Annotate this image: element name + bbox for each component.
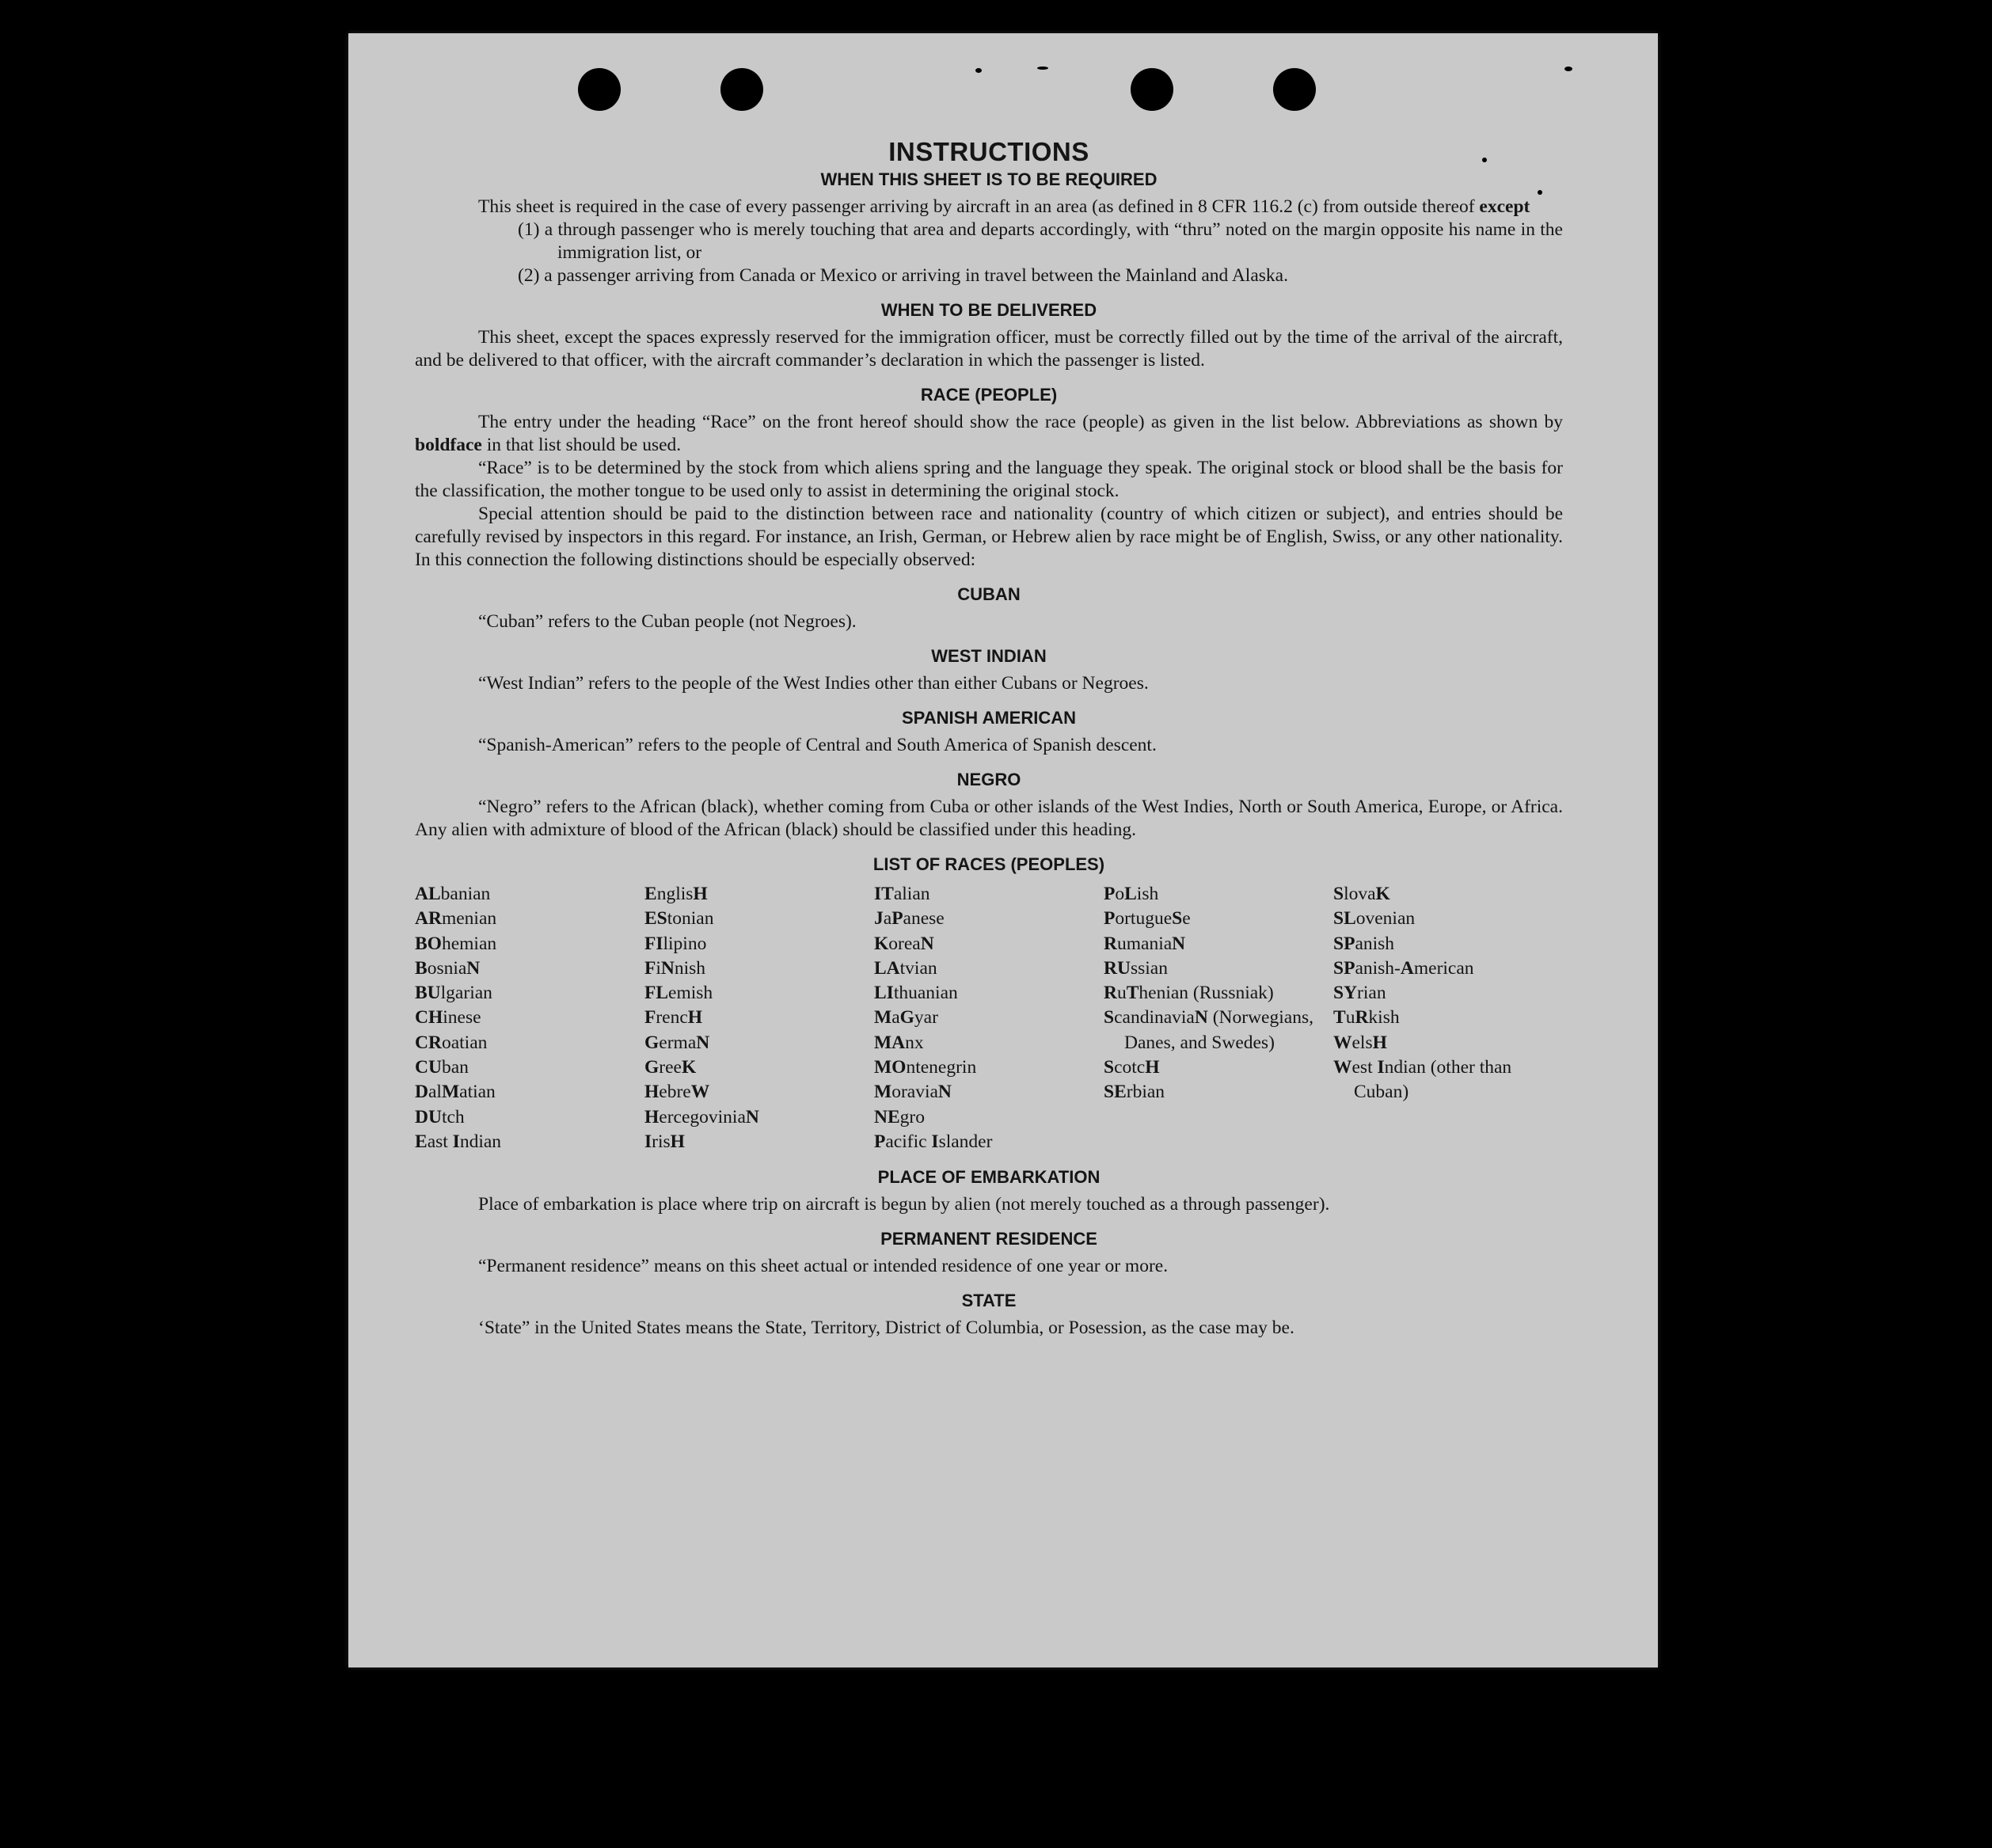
- race-item: Pacific Islander: [874, 1131, 993, 1152]
- paragraph: “West Indian” refers to the people of the West Indies other than either Cubans or Negroes.: [478, 673, 1149, 694]
- race-item: HercegoviniaN: [644, 1106, 759, 1127]
- race-item: East Indian: [415, 1131, 502, 1152]
- race-item: IrisH: [644, 1131, 685, 1152]
- punch-hole: [720, 68, 763, 111]
- race-list: [415, 882, 1563, 1154]
- race-item: MAnx: [874, 1032, 924, 1053]
- section-heading: SPANISH AMERICAN: [901, 708, 1076, 728]
- section-heading: LIST OF RACES (PEOPLES): [872, 854, 1105, 874]
- race-item: TuRkish: [1333, 1007, 1400, 1029]
- race-item: JaPanese: [874, 908, 945, 930]
- race-column: [415, 882, 644, 1154]
- race-column: [644, 882, 874, 1154]
- race-item: MoraviaN: [874, 1082, 952, 1103]
- race-item: PortugueSe: [1104, 908, 1191, 930]
- list-item: (1) a through passenger who is merely touching that area and departs accordingly, with “thru” noted on the margin opposite his name in the immigration list, or: [518, 219, 1563, 263]
- paragraph: “Cuban” refers to the Cuban people (not Negroes).: [478, 611, 857, 632]
- page-title: INSTRUCTIONS: [888, 137, 1089, 166]
- race-item: DUtch: [415, 1106, 465, 1127]
- section-heading: CUBAN: [957, 584, 1021, 604]
- punch-hole: [1273, 68, 1316, 111]
- paragraph: ‘State” in the United States means the State, Territory, District of Columbia, or Posession, as the case may be.: [478, 1318, 1294, 1339]
- race-item: BUlgarian: [415, 983, 492, 1004]
- race-item: NEgro: [874, 1106, 925, 1127]
- paragraph: “Permanent residence” means on this sheet actual or intended residence of one year or more.: [478, 1256, 1169, 1277]
- race-item: GreeK: [644, 1057, 697, 1078]
- section-heading: WEST INDIAN: [931, 646, 1047, 666]
- race-item: CRoatian: [415, 1032, 488, 1053]
- race-item: DalMatian: [415, 1082, 496, 1103]
- paragraph: “Spanish-American” refers to the people of Central and South America of Spanish descent.: [478, 735, 1157, 755]
- race-item: ITalian: [874, 884, 930, 904]
- punch-hole: [1131, 68, 1173, 111]
- race-item: FLemish: [644, 983, 713, 1004]
- race-item: PoLish: [1104, 884, 1159, 904]
- speck: [1037, 67, 1048, 70]
- race-item: RumaniaN: [1104, 933, 1186, 954]
- race-item: EStonian: [644, 908, 714, 930]
- race-item: BOhemian: [415, 933, 497, 954]
- race-item: SPanish-American: [1333, 957, 1474, 979]
- race-item: LIthuanian: [874, 983, 958, 1004]
- race-item: ScotcH: [1104, 1057, 1160, 1078]
- race-item: MOntenegrin: [874, 1057, 977, 1078]
- race-item: BosniaN: [415, 957, 481, 979]
- race-item: LAtvian: [874, 957, 937, 979]
- instructions-content: [415, 137, 1563, 1340]
- race-item: CHinese: [415, 1007, 481, 1029]
- speck: [1564, 67, 1572, 71]
- document-page: [348, 33, 1658, 1667]
- paragraph: “Race” is to be determined by the stock from which aliens spring and the language they speak. The original stock or blood shall be the basis for the classification, the mother tongue to be used only to assist in determining the original stock.: [415, 458, 1563, 501]
- race-item: SLovenian: [1333, 908, 1416, 930]
- race-column: [1333, 882, 1563, 1154]
- race-item: FrencH: [644, 1007, 703, 1029]
- race-item: SPanish: [1333, 933, 1395, 954]
- section-heading: PLACE OF EMBARKATION: [877, 1167, 1101, 1188]
- list-item: (2) a passenger arriving from Canada or Mexico or arriving in travel between the Mainland and Alaska.: [518, 265, 1288, 286]
- paragraph: The entry under the heading “Race” on the front hereof should show the race (people) as given in the list below. Abbreviations as shown by boldface in that list should be used.: [415, 412, 1563, 455]
- race-column: [1104, 882, 1333, 1154]
- paragraph: This sheet is required in the case of every passenger arriving by aircraft in an area (as defined in 8 CFR 116.2 (c) from outside thereof except: [478, 196, 1530, 217]
- race-item: RUssian: [1104, 957, 1168, 979]
- race-item: GermaN: [644, 1032, 710, 1053]
- race-item: SYrian: [1333, 983, 1386, 1004]
- race-column: [874, 882, 1104, 1154]
- section-heading: WHEN THIS SHEET IS TO BE REQUIRED: [820, 169, 1158, 189]
- race-item: ARmenian: [415, 908, 497, 930]
- paragraph: This sheet, except the spaces expressly reserved for the immigration officer, must be correctly filled out by the time of the arrival of the aircraft, and be delivered to that officer, with the aircraft commander’s declaration in which the passenger is listed.: [415, 327, 1563, 371]
- paragraph: Special attention should be paid to the distinction between race and nationality (country of which citizen or subject), and entries should be carefully revised by inspectors in this regard. For instance, an Irish, German, or Hebrew alien by race might be of English, Swiss, or any other nationality. In this connection the following distinctions should be especially observed:: [415, 504, 1563, 570]
- race-item: EnglisH: [644, 884, 708, 904]
- section-heading: NEGRO: [956, 770, 1021, 789]
- race-item: MaGyar: [874, 1007, 938, 1029]
- paragraph: Place of embarkation is place where trip on aircraft is begun by alien (not merely touched as a through passenger).: [478, 1194, 1330, 1215]
- race-item: SErbian: [1104, 1082, 1165, 1103]
- race-item: FiNnish: [644, 957, 706, 979]
- race-item: KoreaN: [874, 933, 934, 954]
- paragraph: “Negro” refers to the African (black), whether coming from Cuba or other islands of the West Indies, North or South America, Europe, or Africa. Any alien with admixture of blood of the African (black) should be classified under this heading.: [415, 797, 1563, 840]
- section-heading: WHEN TO BE DELIVERED: [880, 300, 1097, 320]
- race-item: WelsH: [1333, 1032, 1387, 1053]
- speck: [975, 68, 982, 73]
- race-item: CUban: [415, 1057, 469, 1078]
- section-heading: RACE (PEOPLE): [920, 385, 1058, 405]
- punch-hole: [578, 68, 621, 111]
- section-heading: PERMANENT RESIDENCE: [880, 1229, 1097, 1249]
- race-item: FIlipino: [644, 933, 707, 954]
- race-item: HebreW: [644, 1082, 710, 1103]
- race-item: ScandinaviaN (Norwegians, Danes, and Swedes): [1104, 1007, 1313, 1053]
- race-item: ALbanian: [415, 884, 491, 904]
- race-item: West Indian (other than Cuban): [1333, 1057, 1512, 1103]
- race-item: RuThenian (Russniak): [1104, 983, 1274, 1004]
- section-heading: STATE: [961, 1291, 1017, 1311]
- race-item: SlovaK: [1333, 884, 1390, 904]
